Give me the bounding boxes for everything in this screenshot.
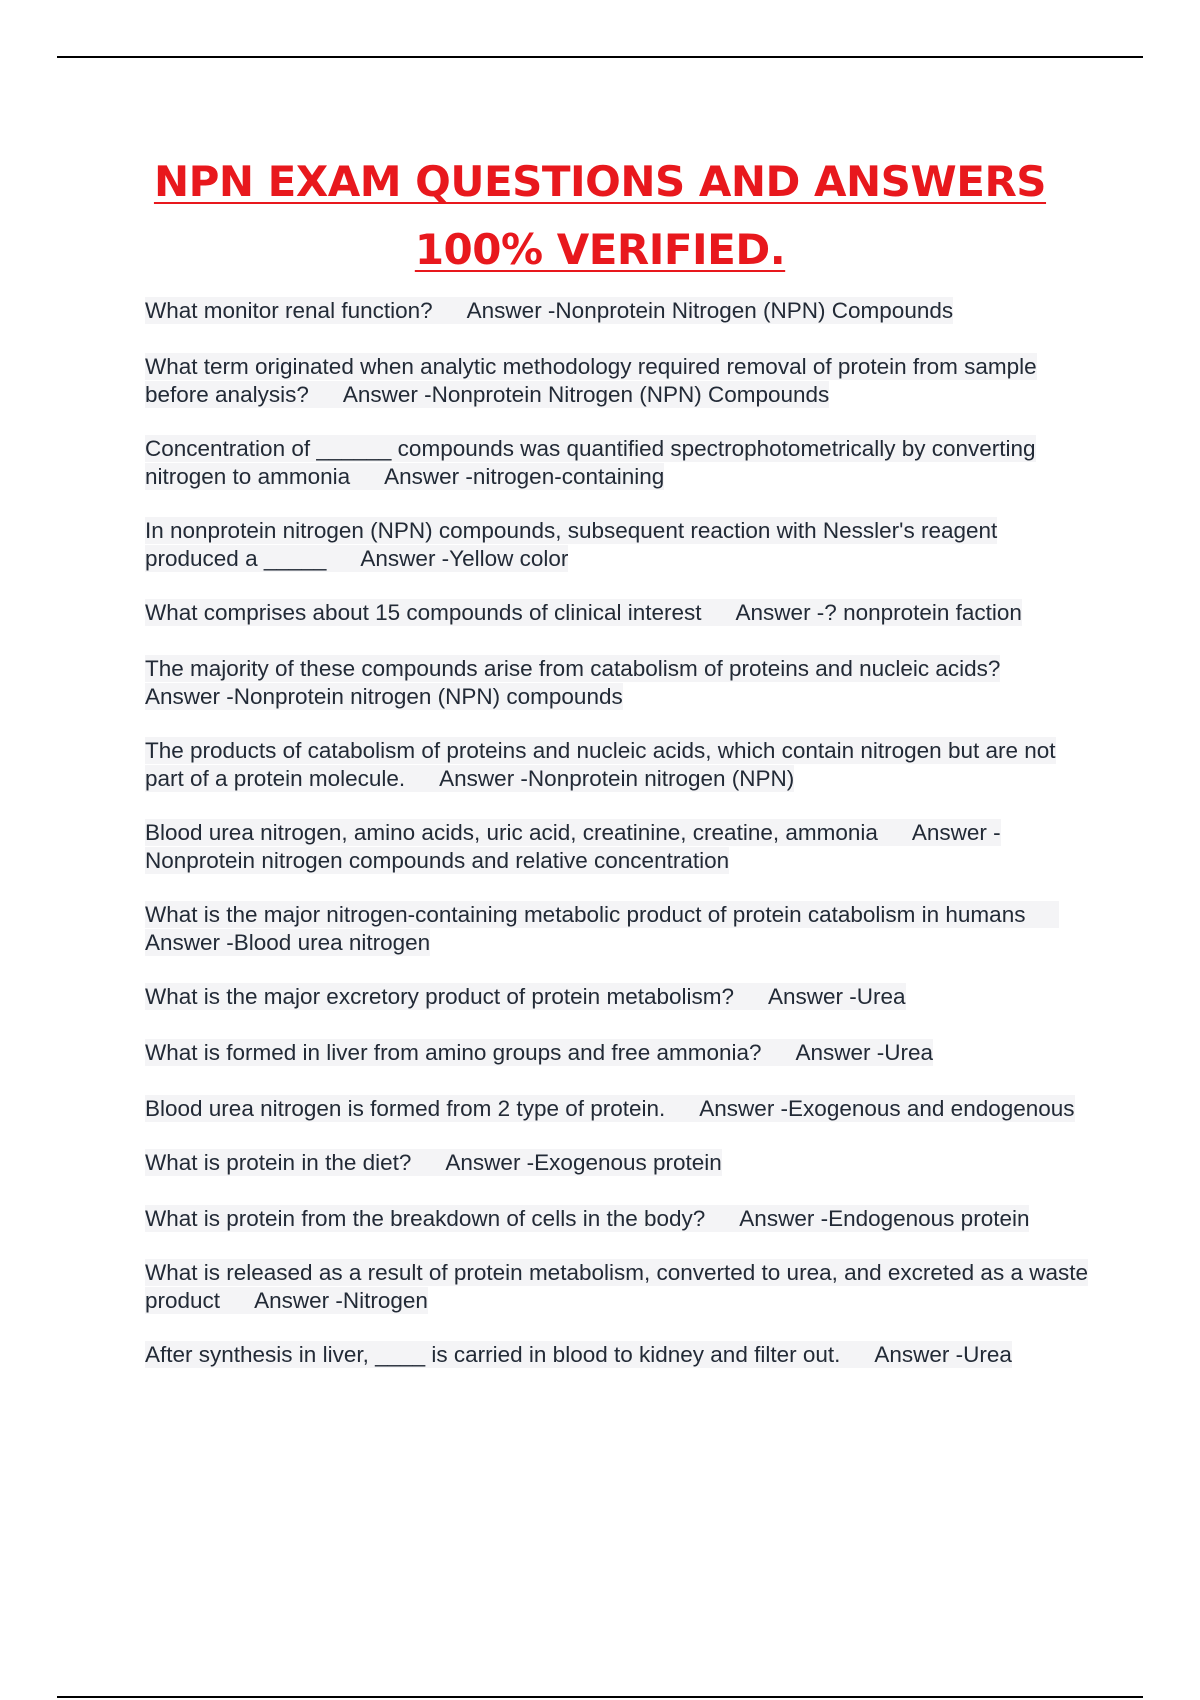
answer-text: Answer -Nitrogen [254,1288,428,1313]
question-text: What is protein from the breakdown of cells in the body? [145,1206,706,1231]
question-text: The majority of these compounds arise from catabolism of proteins and nucleic acids? [145,656,1001,681]
answer-text: Answer -Yellow color [360,546,569,571]
answer-text: Answer -nitrogen-containing [384,464,665,489]
qa-item [145,517,1095,573]
question-text: What monitor renal function? [145,298,433,323]
bottom-rule [57,1696,1143,1698]
answer-text: Answer -Nonprotein nitrogen compounds and relative concentration [145,820,1001,873]
answer-text: Answer -Urea [795,1040,934,1065]
qa-item [145,737,1095,793]
qa-item [145,1205,1095,1233]
answer-text: Answer -Blood urea nitrogen [145,930,431,955]
qa-item [145,435,1095,491]
qa-item [145,655,1095,711]
question-text: What comprises about 15 compounds of clinical interest [145,600,702,625]
top-rule [57,56,1143,58]
question-text: In nonprotein nitrogen (NPN) compounds, subsequent reaction with Nessler's reagent produced a _____ [145,518,998,571]
qa-item [145,1341,1095,1369]
answer-text: Answer -Exogenous and endogenous [699,1096,1075,1121]
qa-item [145,819,1095,875]
question-text: What is protein in the diet? [145,1150,412,1175]
question-text: What is released as a result of protein metabolism, converted to urea, and excreted as a waste product [145,1260,1088,1313]
qa-item [145,1039,1095,1067]
answer-text: Answer -Nonprotein nitrogen (NPN) [439,766,795,791]
answer-text: Answer -Urea [874,1342,1012,1367]
title-line-2: 100% VERIFIED. [414,225,786,274]
answer-text: Answer -Exogenous protein [445,1150,722,1175]
title-line-1: NPN EXAM QUESTIONS AND ANSWERS [153,157,1047,206]
qa-item [145,901,1095,957]
qa-item [145,983,1095,1011]
question-text: After synthesis in liver, ____ is carried in blood to kidney and filter out. [145,1342,841,1367]
qa-item [145,1259,1095,1315]
answer-text: Answer -Nonprotein Nitrogen (NPN) Compounds [466,298,954,323]
question-text: Concentration of ______ compounds was quantified spectrophotometrically by converting nitrogen to ammonia [145,436,1036,489]
question-text: What term originated when analytic methodology required removal of protein from sample before analysis? [145,354,1037,407]
answer-text: Answer -Urea [768,984,906,1009]
document-title [0,148,1200,284]
qa-list [145,297,1095,1397]
answer-text: Answer -Endogenous protein [739,1206,1030,1231]
question-text: Blood urea nitrogen, amino acids, uric acid, creatinine, creatine, ammonia [145,820,878,845]
answer-text: Answer -? nonprotein faction [735,600,1022,625]
qa-item [145,297,1095,325]
qa-item [145,353,1095,409]
question-text: What is formed in liver from amino groups and free ammonia? [145,1040,762,1065]
qa-item [145,1095,1095,1123]
question-text: The products of catabolism of proteins and nucleic acids, which contain nitrogen but are not part of a protein molecule. [145,738,1056,791]
answer-text: Answer -Nonprotein Nitrogen (NPN) Compounds [342,382,830,407]
qa-item [145,599,1095,627]
question-text: Blood urea nitrogen is formed from 2 type of protein. [145,1096,666,1121]
question-text: What is the major nitrogen-containing metabolic product of protein catabolism in humans [145,902,1026,927]
qa-item [145,1149,1095,1177]
answer-text: Answer -Nonprotein nitrogen (NPN) compounds [145,684,623,709]
question-text: What is the major excretory product of protein metabolism? [145,984,734,1009]
